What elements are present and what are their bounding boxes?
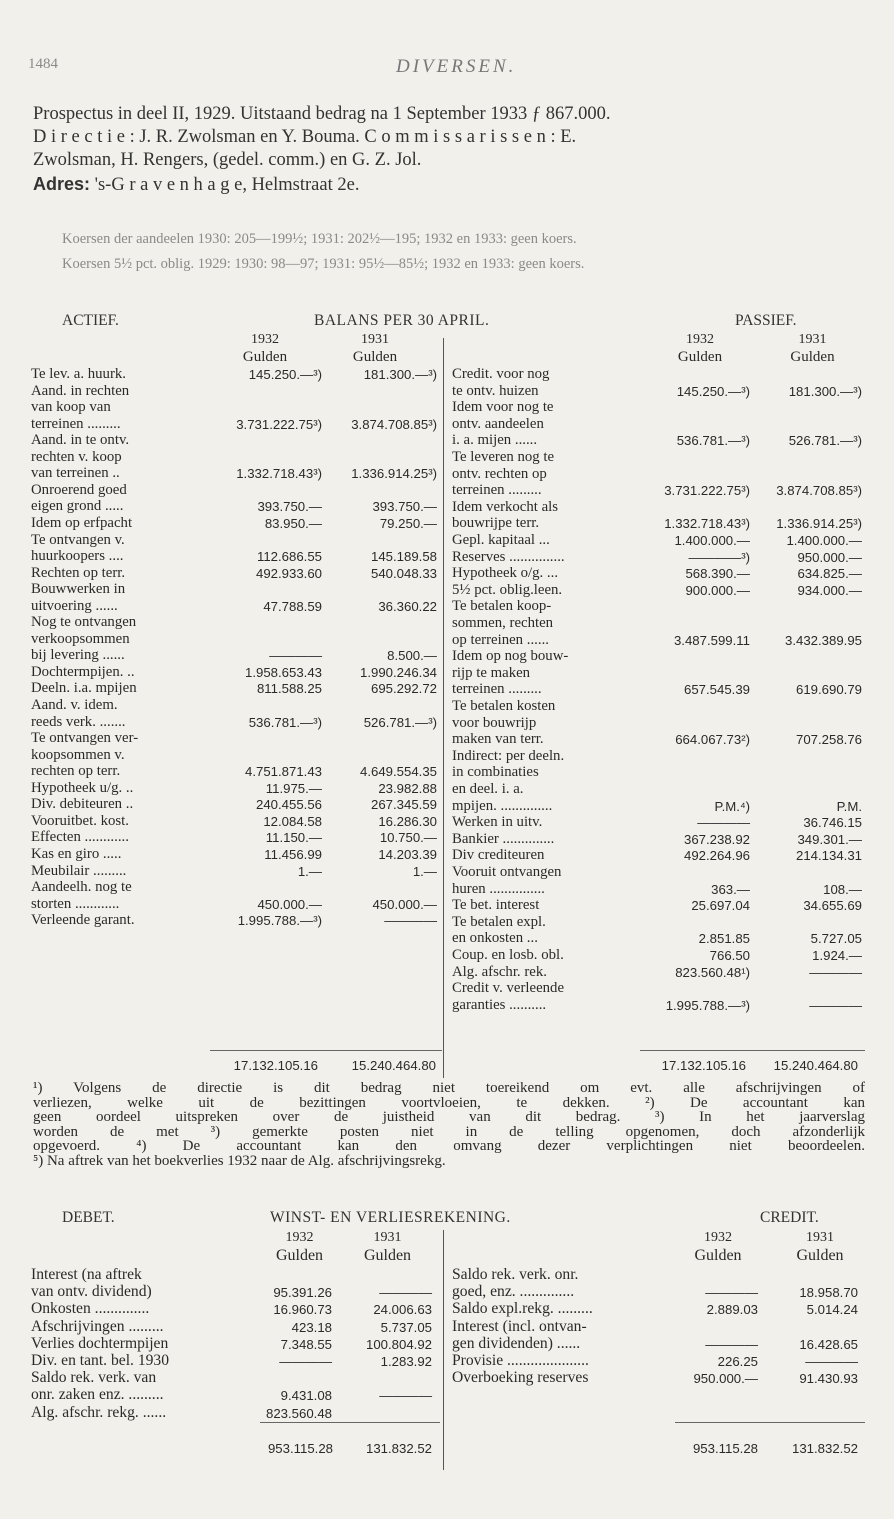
passief-item: Te bet. interest bbox=[452, 897, 540, 914]
credit-value-1931: ———— bbox=[805, 1354, 858, 1369]
footnote-line: ⁵) Na aftrek van het boekverlies 1932 naar de Alg. afschrijvingsrekg. bbox=[33, 1152, 446, 1169]
unit-header: Gulden bbox=[694, 1247, 742, 1264]
credit-heading: CREDIT. bbox=[760, 1209, 819, 1226]
adres-line bbox=[33, 174, 359, 196]
actief-value-1931: 267.345.59 bbox=[370, 797, 437, 813]
credit-value-1931: 18.958.70 bbox=[799, 1285, 858, 1301]
credit-value-1932: 2.889.03 bbox=[706, 1302, 758, 1318]
actief-item: Onroerend goed bbox=[31, 481, 127, 498]
actief-value-1932: 1.— bbox=[297, 863, 322, 879]
adres-value: 's-G r a v e n h a g e, Helmstraat 2e. bbox=[90, 175, 360, 195]
koersen-aandeelen: Koersen der aandeelen 1930: 205—199½; 1931: 202½—195; 1932 en 1933: geen koers. bbox=[62, 231, 577, 247]
debet-heading: DEBET. bbox=[62, 1209, 115, 1226]
actief-value-1931: 393.750.— bbox=[372, 499, 437, 515]
actief-item: Hypotheek u/g. .. bbox=[31, 779, 134, 796]
passief-value-1931: 3.874.708.85³) bbox=[776, 483, 862, 499]
footnote-line: ¹) Volgens de directie is dit bedrag niet toereikend om evt. alle afschrijvingen of bbox=[33, 1080, 865, 1096]
total-rule bbox=[210, 1050, 442, 1051]
passief-item: Indirect: per deeln. bbox=[452, 747, 565, 764]
passief-value-1932: ————³) bbox=[688, 549, 750, 565]
debet-item: Onkosten .............. bbox=[31, 1300, 150, 1318]
balans-heading: BALANS PER 30 APRIL. bbox=[314, 312, 490, 329]
credit-item: gen dividenden) ...... bbox=[452, 1334, 581, 1352]
actief-item: reeds verk. ....... bbox=[31, 713, 126, 730]
actief-value-1931: 1.336.914.25³) bbox=[351, 466, 437, 482]
passief-item: Alg. afschr. rek. bbox=[452, 963, 547, 980]
actief-item: bij levering ...... bbox=[31, 647, 125, 664]
passief-value-1932: ———— bbox=[697, 815, 750, 831]
unit-header: Gulden bbox=[275, 1247, 324, 1264]
passief-item: bouwrijpe terr. bbox=[452, 515, 540, 532]
page-number: 1484 bbox=[28, 56, 58, 72]
footnote-line: worden de met ³) gemerkte posten niet in de telling opgenomen, doch afzonderlijk bbox=[33, 1123, 865, 1140]
actief-value-1931: 695.292.72 bbox=[370, 681, 437, 697]
debet-value-1931: 1.283.92 bbox=[380, 1354, 432, 1369]
footnote-line: geen oordeel uitspreken over de juistheid van dit bedrag. ³) In het jaarverslag bbox=[33, 1109, 865, 1126]
actief-value-1931: 16.286.30 bbox=[378, 813, 437, 829]
year-header: 1932 bbox=[251, 332, 279, 347]
total-credit-1931: 131.832.52 bbox=[791, 1441, 858, 1456]
debet-value-1931: ———— bbox=[379, 1388, 432, 1404]
debet-value-1931: 24.006.63 bbox=[373, 1302, 432, 1318]
actief-value-1931: 36.360.22 bbox=[378, 598, 437, 614]
passief-item: Reserves ............... bbox=[452, 548, 565, 565]
passief-item: en deel. i. a. bbox=[452, 781, 524, 797]
actief-value-1931: 1.990.246.34 bbox=[359, 664, 437, 680]
actief-value-1932: 492.933.60 bbox=[255, 565, 322, 581]
actief-item: van koop van bbox=[31, 399, 111, 416]
passief-item: Te betalen koop- bbox=[452, 598, 552, 615]
debet-item: Saldo rek. verk. van bbox=[31, 1369, 157, 1387]
footnote-line: verliezen, welke uit de bezittingen voortvloeien, te dekken. ²) De accountant kan bbox=[33, 1094, 865, 1111]
passief-value-1931: 1.336.914.25³) bbox=[776, 516, 862, 532]
passief-value-1931: ———— bbox=[809, 964, 862, 980]
actief-item: uitvoering ...... bbox=[31, 597, 118, 614]
directie-line: D i r e c t i e : J. R. Zwolsman en Y. Bouma. C o m m i s s a r i s s e n : E. bbox=[33, 127, 577, 147]
total-actief-1932: 17.132.105.16 bbox=[233, 1058, 318, 1073]
actief-value-1931: 3.874.708.85³) bbox=[351, 416, 437, 432]
actief-value-1932: 536.781.—³) bbox=[248, 714, 322, 730]
debet-value-1932: 7.348.55 bbox=[280, 1336, 332, 1352]
passief-value-1931: 1.924.— bbox=[812, 948, 862, 963]
passief-item: terreinen ......... bbox=[452, 681, 542, 698]
passief-item: voor bouwrijp bbox=[452, 714, 537, 731]
actief-value-1932: 1.332.718.43³) bbox=[236, 466, 322, 482]
actief-item: Te lev. a. huurk. bbox=[31, 366, 126, 382]
credit-item: Interest (incl. ontvan- bbox=[452, 1317, 587, 1335]
passief-value-1932: 3.487.599.11 bbox=[673, 632, 750, 648]
actief-value-1931: 540.048.33 bbox=[370, 565, 437, 581]
actief-item: Kas en giro ..... bbox=[31, 845, 122, 862]
year-header: 1932 bbox=[686, 332, 714, 347]
passief-item: sommen, rechten bbox=[452, 615, 554, 631]
actief-item: Rechten op terr. bbox=[31, 564, 126, 581]
total-passief-1932: 17.132.105.16 bbox=[661, 1058, 746, 1073]
actief-item: rechten v. koop bbox=[31, 448, 122, 465]
passief-item: Vooruit ontvangen bbox=[452, 864, 562, 880]
actief-item: Nog te ontvangen bbox=[31, 614, 137, 631]
passief-value-1932: 1.332.718.43³) bbox=[664, 516, 750, 532]
debet-item: Afschrijvingen ......... bbox=[31, 1317, 164, 1335]
actief-value-1932: 83.950.— bbox=[264, 515, 322, 531]
debet-value-1931: 5.737.05 bbox=[380, 1319, 432, 1335]
footnotes bbox=[33, 1081, 865, 1169]
actief-item: van terreinen .. bbox=[31, 465, 120, 482]
actief-value-1932: 240.455.56 bbox=[255, 797, 322, 813]
unit-header: Gulden bbox=[796, 1247, 844, 1264]
passief-value-1932: 363.— bbox=[711, 881, 750, 897]
actief-value-1932: 12.084.58 bbox=[263, 813, 322, 829]
winst-heading: WINST- EN VERLIESREKENING. bbox=[270, 1209, 511, 1226]
passief-value-1931: 214.134.31 bbox=[795, 848, 862, 864]
total-rule bbox=[640, 1050, 865, 1051]
actief-value-1931: 526.781.—³) bbox=[363, 714, 437, 730]
actief-item: Aandeelh. nog te bbox=[31, 879, 132, 896]
total-debet-1931: 131.832.52 bbox=[365, 1441, 432, 1456]
page-title: DIVERSEN. bbox=[396, 56, 517, 77]
actief-item: Aand. v. idem. bbox=[31, 697, 118, 713]
passief-value-1932: 25.697.04 bbox=[691, 898, 750, 914]
actief-value-1931: 8.500.— bbox=[387, 648, 437, 664]
year-header: 1931 bbox=[798, 332, 827, 347]
actief-item: Deeln. i.a. mpijen bbox=[31, 680, 137, 697]
unit-header: Gulden bbox=[352, 349, 398, 365]
actief-item: Div. debiteuren .. bbox=[31, 796, 134, 813]
passief-value-1932: 3.731.222.75³) bbox=[664, 483, 750, 499]
actief-value-1932: 47.788.59 bbox=[263, 598, 322, 614]
unit-header: Gulden bbox=[677, 349, 723, 365]
passief-item: Bankier .............. bbox=[452, 830, 555, 847]
column-divider bbox=[443, 338, 444, 1078]
passief-item: Idem voor nog te bbox=[452, 399, 554, 416]
passief-value-1932: 536.781.—³) bbox=[676, 433, 750, 449]
passief-value-1931: P.M. bbox=[836, 798, 862, 814]
passief-value-1931: 934.000.— bbox=[797, 582, 862, 598]
passief-value-1931: 5.727.05 bbox=[810, 931, 862, 947]
passief-value-1932: 657.545.39 bbox=[683, 682, 750, 698]
actief-value-1931: ———— bbox=[384, 913, 437, 929]
total-rule bbox=[675, 1422, 865, 1423]
debet-value-1931: 100.804.92 bbox=[365, 1336, 432, 1352]
passief-value-1931: 950.000.— bbox=[797, 549, 862, 565]
actief-value-1932: 11.150.— bbox=[265, 830, 322, 846]
actief-value-1931: 23.982.88 bbox=[378, 780, 437, 796]
actief-item: verkoopsommen bbox=[31, 630, 130, 647]
actief-value-1931: 181.300.—³) bbox=[363, 367, 437, 382]
actief-value-1931: 450.000.— bbox=[372, 896, 437, 912]
passief-value-1932: 664.067.73²) bbox=[675, 732, 750, 748]
actief-value-1932: 4.751.871.43 bbox=[244, 764, 322, 780]
debet-value-1932: 823.560.48 bbox=[265, 1405, 332, 1421]
column-divider bbox=[443, 1230, 444, 1470]
credit-value-1932: 950.000.— bbox=[693, 1371, 758, 1387]
passief-value-1931: 108.— bbox=[823, 881, 862, 897]
actief-item: koopsommen v. bbox=[31, 746, 125, 763]
debet-item: onr. zaken enz. ......... bbox=[31, 1386, 164, 1404]
year-header: 1932 bbox=[704, 1230, 732, 1245]
debet-value-1932: 95.391.26 bbox=[273, 1285, 332, 1301]
passief-item: Gepl. kapitaal ... bbox=[452, 532, 550, 548]
actief-item: Bouwwerken in bbox=[31, 581, 126, 598]
passief-value-1931: 1.400.000.— bbox=[786, 533, 862, 548]
passief-value-1932: 1.995.788.—³) bbox=[665, 997, 750, 1013]
passief-value-1932: 568.390.— bbox=[685, 566, 750, 582]
passief-value-1932: 145.250.—³) bbox=[676, 383, 750, 399]
passief-value-1931: 181.300.—³) bbox=[788, 383, 862, 399]
debet-value-1932: ———— bbox=[279, 1354, 332, 1369]
passief-value-1931: 707.258.76 bbox=[795, 732, 862, 748]
debet-item: van ontv. dividend) bbox=[31, 1283, 152, 1301]
passief-item: mpijen. .............. bbox=[452, 797, 553, 814]
year-header: 1931 bbox=[361, 332, 389, 347]
passief-item: Werken in uitv. bbox=[452, 814, 543, 831]
actief-value-1931: 4.649.554.35 bbox=[359, 764, 437, 780]
actief-item: rechten op terr. bbox=[31, 763, 121, 780]
passief-item: Te leveren nog te bbox=[452, 449, 555, 465]
actief-item: eigen grond ..... bbox=[31, 498, 124, 515]
unit-header: Gulden bbox=[790, 349, 835, 365]
credit-item: Saldo expl.rekg. ......... bbox=[452, 1300, 593, 1318]
year-header: 1932 bbox=[285, 1230, 314, 1245]
credit-item: Provisie ..................... bbox=[452, 1352, 589, 1369]
actief-item: huurkoopers .... bbox=[31, 548, 124, 565]
credit-value-1932: ———— bbox=[705, 1285, 758, 1301]
actief-value-1931: 1.— bbox=[412, 863, 437, 879]
actief-value-1931: 145.189.58 bbox=[370, 549, 437, 565]
actief-value-1932: 450.000.— bbox=[257, 896, 322, 912]
passief-item: 5½ pct. oblig.leen. bbox=[452, 581, 563, 598]
actief-item: Idem op erfpacht bbox=[31, 514, 133, 531]
passief-item: te ontv. huizen bbox=[452, 382, 539, 399]
passief-item: garanties .......... bbox=[452, 996, 547, 1013]
actief-value-1932: 811.588.25 bbox=[256, 681, 322, 697]
debet-value-1932: 16.960.73 bbox=[273, 1302, 332, 1318]
passief-heading: PASSIEF. bbox=[735, 312, 797, 329]
credit-value-1932: ———— bbox=[705, 1336, 758, 1352]
actief-value-1932: 1.958.653.43 bbox=[244, 664, 322, 680]
passief-item: Div crediteuren bbox=[452, 847, 545, 864]
credit-value-1931: 5.014.24 bbox=[806, 1302, 858, 1318]
passief-item: Te betalen expl. bbox=[452, 913, 546, 930]
passief-value-1931: 526.781.—³) bbox=[788, 433, 862, 449]
debet-item: Alg. afschr. rekg. ...... bbox=[31, 1403, 167, 1421]
passief-value-1932: 1.400.000.— bbox=[674, 533, 750, 548]
passief-item: rijp te maken bbox=[452, 664, 531, 681]
passief-item: Idem op nog bouw- bbox=[452, 648, 569, 665]
credit-value-1931: 91.430.93 bbox=[799, 1371, 858, 1387]
passief-item: terreinen ......... bbox=[452, 482, 542, 499]
actief-value-1932: 145.250.—³) bbox=[248, 367, 322, 382]
debet-value-1931: ———— bbox=[379, 1285, 432, 1301]
year-header: 1931 bbox=[373, 1230, 402, 1245]
debet-item: Interest (na aftrek bbox=[31, 1266, 142, 1283]
passief-value-1931: 3.432.389.95 bbox=[784, 632, 862, 648]
passief-value-1931: 619.690.79 bbox=[795, 682, 862, 698]
actief-item: storten ............ bbox=[31, 895, 120, 912]
actief-value-1932: 3.731.222.75³) bbox=[236, 416, 322, 432]
passief-value-1931: 349.301.— bbox=[797, 831, 862, 847]
credit-item: Saldo rek. verk. onr. bbox=[452, 1266, 579, 1283]
passief-item: Idem verkocht als bbox=[452, 498, 559, 515]
passief-value-1931: 34.655.69 bbox=[803, 898, 862, 914]
actief-item: Te ontvangen v. bbox=[31, 531, 125, 548]
passief-value-1931: ———— bbox=[809, 997, 862, 1013]
actief-value-1932: 11.456.99 bbox=[264, 846, 322, 862]
actief-item: terreinen ......... bbox=[31, 415, 121, 432]
actief-value-1932: ———— bbox=[269, 648, 322, 664]
actief-value-1932: 1.995.788.—³) bbox=[237, 913, 322, 929]
passief-item: i. a. mijen ...... bbox=[452, 432, 538, 449]
passief-item: maken van terr. bbox=[452, 731, 544, 748]
total-actief-1931: 15.240.464.80 bbox=[351, 1058, 436, 1073]
actief-value-1931: 14.203.39 bbox=[378, 846, 437, 862]
passief-item: ontv. aandeelen bbox=[452, 415, 544, 432]
actief-value-1931: 79.250.— bbox=[379, 515, 437, 531]
credit-value-1932: 226.25 bbox=[717, 1354, 758, 1369]
debet-value-1932: 9.431.08 bbox=[280, 1388, 332, 1404]
passief-value-1932: P.M.⁴) bbox=[714, 798, 750, 814]
passief-item: Hypotheek o/g. ... bbox=[452, 565, 559, 582]
actief-item: Te ontvangen ver- bbox=[31, 730, 139, 747]
passief-item: huren ............... bbox=[452, 880, 545, 897]
passief-item: Credit. voor nog bbox=[452, 366, 550, 382]
commissarissen-line: Zwolsman, H. Rengers, (gedel. comm.) en G. Z. Jol. bbox=[33, 150, 422, 170]
credit-item: goed, enz. .............. bbox=[452, 1283, 575, 1301]
total-debet-1932: 953.115.28 bbox=[267, 1441, 333, 1456]
passief-value-1931: 36.746.15 bbox=[803, 815, 862, 831]
passief-item: Te betalen kosten bbox=[452, 698, 556, 714]
actief-value-1932: 11.975.— bbox=[265, 780, 322, 796]
total-credit-1932: 953.115.28 bbox=[692, 1441, 758, 1456]
actief-value-1931: 10.750.— bbox=[379, 830, 437, 846]
debet-value-1932: 423.18 bbox=[291, 1319, 332, 1335]
passief-value-1932: 766.50 bbox=[709, 948, 750, 963]
actief-heading: ACTIEF. bbox=[62, 312, 119, 329]
total-rule bbox=[260, 1422, 440, 1423]
debet-item: Div. en tant. bel. 1930 bbox=[31, 1352, 170, 1369]
actief-item: Dochtermpijen. .. bbox=[31, 663, 135, 680]
actief-item: Vooruitbet. kost. bbox=[31, 812, 129, 829]
passief-value-1932: 2.851.85 bbox=[698, 931, 750, 947]
prospectus-line: Prospectus in deel II, 1929. Uitstaand bedrag na 1 September 1933 ƒ 867.000. bbox=[33, 104, 611, 124]
credit-item: Overboeking reserves bbox=[452, 1369, 589, 1387]
passief-item: op terreinen ...... bbox=[452, 631, 549, 648]
passief-item: Credit v. verleende bbox=[452, 980, 565, 997]
unit-header: Gulden bbox=[363, 1247, 412, 1264]
koersen-obligaties: Koersen 5½ pct. oblig. 1929: 1930: 98—97; 1931: 95½—85½; 1932 en 1933: geen koers. bbox=[62, 256, 585, 272]
actief-item: Verleende garant. bbox=[31, 912, 135, 929]
actief-value-1932: 112.686.55 bbox=[256, 549, 322, 565]
passief-value-1932: 367.238.92 bbox=[683, 831, 750, 847]
debet-item: Verlies dochtermpijen bbox=[31, 1334, 169, 1352]
passief-item: in combinaties bbox=[452, 764, 539, 781]
year-header: 1931 bbox=[806, 1230, 834, 1245]
actief-item: Effecten ............ bbox=[31, 829, 129, 846]
passief-value-1932: 900.000.— bbox=[685, 582, 750, 598]
passief-value-1932: 823.560.48¹) bbox=[675, 964, 750, 980]
passief-value-1932: 492.264.96 bbox=[683, 848, 750, 864]
actief-value-1932: 393.750.— bbox=[257, 499, 322, 515]
actief-item: Aand. in rechten bbox=[31, 382, 130, 399]
total-passief-1931: 15.240.464.80 bbox=[773, 1058, 858, 1073]
passief-item: ontv. rechten op bbox=[452, 465, 547, 482]
credit-value-1931: 16.428.65 bbox=[799, 1336, 858, 1352]
passief-item: en onkosten ... bbox=[452, 930, 538, 947]
actief-item: Aand. in te ontv. bbox=[31, 432, 130, 449]
footnote-line: opgevoerd. ⁴) De accountant kan den omvang dezer verplichtingen niet beoordeelen. bbox=[33, 1138, 865, 1155]
actief-item: Meubilair ......... bbox=[31, 862, 127, 879]
adres-label: Adres: bbox=[33, 174, 91, 194]
passief-item: Coup. en losb. obl. bbox=[452, 947, 564, 963]
passief-value-1931: 634.825.— bbox=[797, 566, 862, 582]
unit-header: Gulden bbox=[242, 349, 288, 365]
